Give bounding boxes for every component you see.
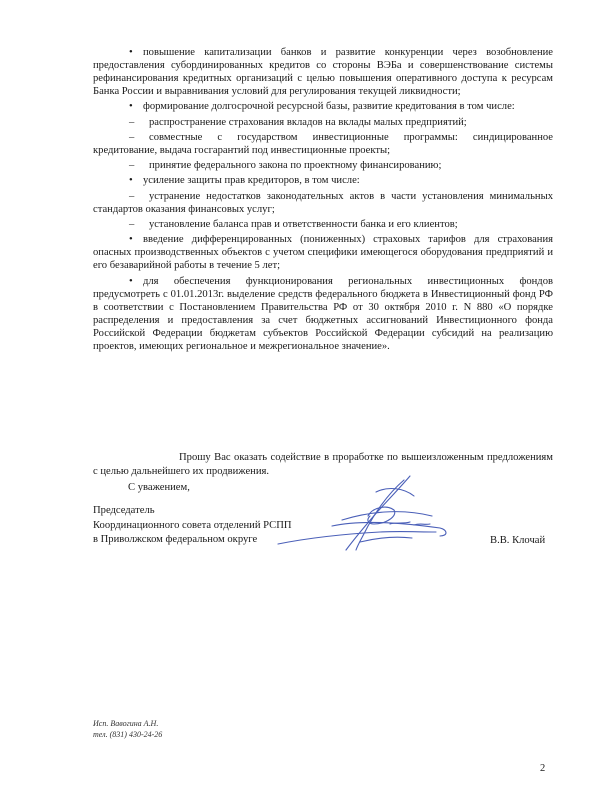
signatory-district: в Приволжском федеральном округе [93,534,258,545]
handwritten-signature [272,470,457,570]
signatory-title [93,504,292,548]
list-item-text: повышение капитализации банков и развитие конкуренции через возобновление предоставления субординированных кредитов со стороны ВЭБа и совершенствование системы рефинансирования кредитных организаций с целью повышения оперативного доступа к ресурсам Банка России и выравнивания условий для регулирования текущей ликвидности; [93,47,553,97]
list-item [93,275,553,353]
executor-name: Исп. Вавогина А.Н. [93,719,159,728]
list-item [93,190,553,216]
list-item-text: распространение страхования вкладов на вклады малых предприятий; [149,116,467,128]
dash-marker: – [129,219,135,231]
list-item-text: введение дифференцированных (пониженных) страховых тарифов для страхования опасных производственных объектов с учетом специфики имеющегося оборудования предприятий и его безаварийной работы в течение 5 лет; [93,234,553,272]
list-item [93,100,553,113]
dash-marker: – [129,190,135,202]
list-item [93,131,553,157]
proposals-list [93,46,553,355]
list-item [93,159,553,172]
list-item [93,218,553,231]
executor-info [93,718,162,740]
bullet-marker: • [129,101,133,113]
list-item-text: совместные с государством инвестиционные программы: синдицированное кредитование, выдача госгарантий под инвестиционные проекты; [93,131,553,156]
bullet-marker: • [129,47,133,58]
page-number: 2 [540,763,546,774]
list-item [93,116,553,129]
dash-marker: – [129,131,135,143]
signatory-position: Председатель [93,505,155,516]
dash-marker: – [129,160,135,172]
list-item-text: формирование долгосрочной ресурсной базы, развитие кредитования в том числе: [143,101,515,113]
list-item-text: принятие федерального закона по проектному финансированию; [149,160,442,172]
bullet-marker: • [129,275,133,287]
list-item-text: для обеспечения функционирования региональных инвестиционных фондов предусмотреть с 01.01.2013г. выделение средств федерального бюджета в Инвестиционный фонд РФ в соответствии с Постановлением Правительства РФ от 30 октября 2010 г. N 880 «О порядке распределения и предоставления за счет бюджетных ассигнований Инвестиционного фонда Российской Федерации бюджетам субъектов Российской Федерации субсидий на реализацию проектов, имеющих региональное и межрегиональное значение». [93,275,553,352]
list-item [93,46,553,98]
request-paragraph: Прошу Вас оказать содействие в проработке по вышеизложенным предложениям с целью дальнейшего их продвижения. [93,451,553,477]
list-item-text: усиление защиты прав кредиторов, в том числе: [143,175,360,187]
closing-salutation: С уважением, [128,482,190,493]
list-item-text: устранение недостатков законодательных актов в части установления минимальных стандартов оказания финансовых услуг; [93,190,553,215]
bullet-marker: • [129,175,133,187]
list-item-text: установление баланса прав и ответственности банка и его клиентов; [149,219,458,231]
bullet-marker: • [129,234,133,246]
list-item [93,233,553,272]
signatory-name: В.В. Клочай [490,535,546,546]
signatory-council: Координационного совета отделений РСПП [93,519,292,531]
dash-marker: – [129,116,135,128]
list-item [93,174,553,187]
executor-phone: тел. (831) 430-24-26 [93,730,163,739]
